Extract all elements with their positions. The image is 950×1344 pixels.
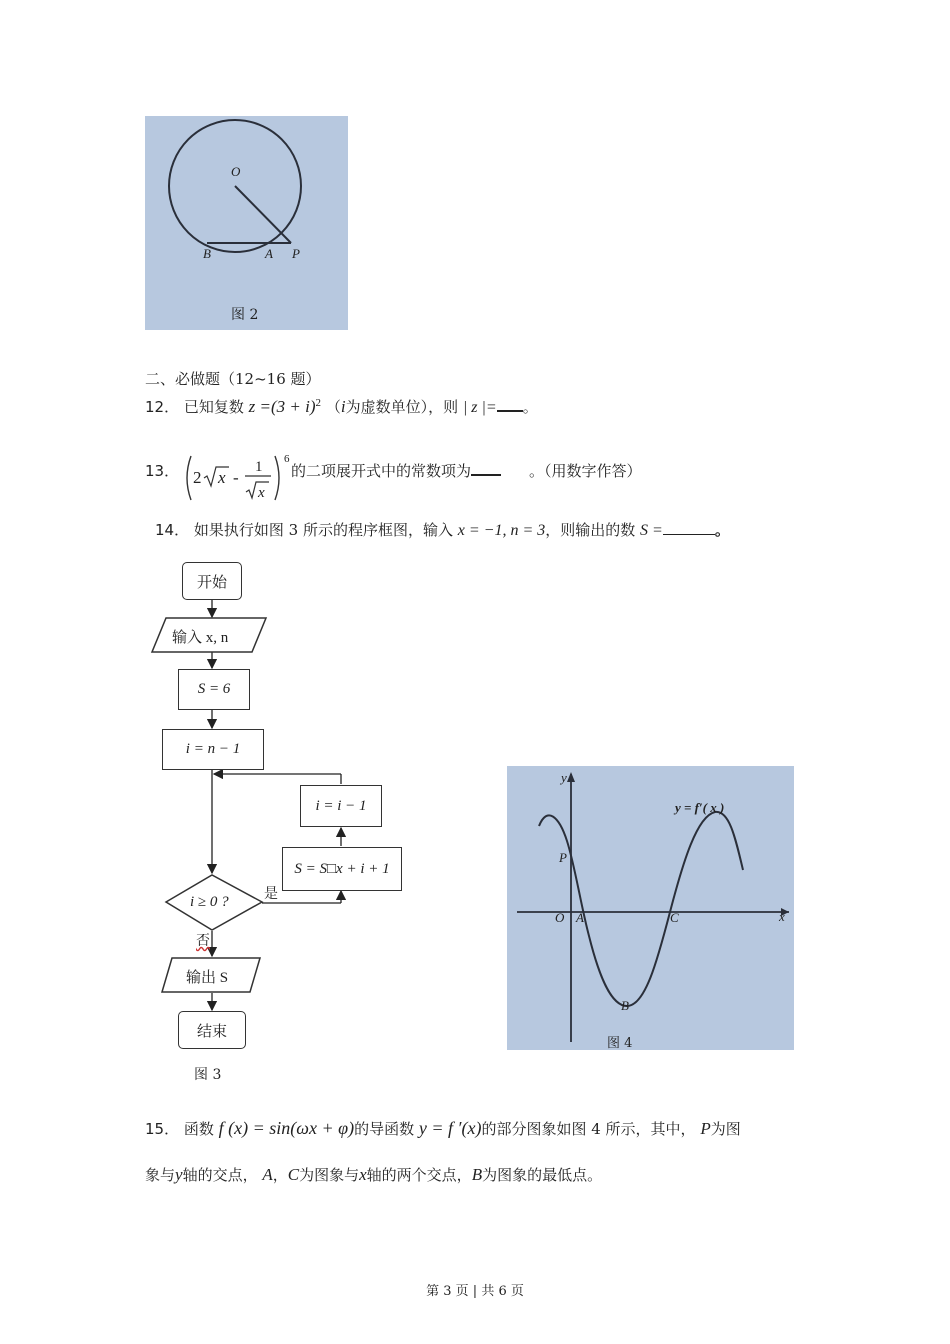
- q15-mid: 的导函数: [354, 1120, 415, 1138]
- q15-x-var: x: [359, 1165, 367, 1184]
- q15-line2-d: 轴的两个交点，: [366, 1166, 472, 1184]
- fig4-P: P: [559, 850, 567, 865]
- question-15-line-1: [145, 1118, 741, 1139]
- flow-input: [172, 626, 228, 647]
- flow-no: 否: [196, 933, 210, 949]
- flow-s-update: [282, 847, 402, 891]
- q13-expression: [183, 452, 293, 504]
- flowchart: [150, 556, 450, 1096]
- flow-yes: 是: [264, 886, 278, 902]
- q14-answer-blank[interactable]: [663, 534, 715, 535]
- q15-line2-e: 为图象的最低点。: [482, 1166, 603, 1184]
- q15-P: P: [700, 1119, 711, 1138]
- q15-pre: 函数: [183, 1120, 214, 1138]
- circle-diagram: [145, 116, 348, 330]
- q15-deriv: y = f ′(x): [418, 1118, 482, 1138]
- fig4-y-axis: y: [561, 770, 567, 785]
- q12-number: 12．: [145, 398, 180, 416]
- q12-paren: （: [325, 398, 341, 416]
- figure-3-caption: 图 3: [194, 1067, 222, 1083]
- flow-s-init: [178, 669, 250, 710]
- fig4-C: C: [670, 910, 679, 925]
- q15-post: 的部分图象如图 4 所示，其中，: [481, 1120, 696, 1138]
- q15-C: C: [287, 1165, 300, 1184]
- q13-text: [291, 460, 642, 481]
- figure-4-photo: [507, 766, 794, 1050]
- q15-comma: ，: [272, 1166, 288, 1184]
- q15-A: A: [262, 1165, 273, 1184]
- flow-start: [182, 562, 242, 600]
- q15-line2-c: 为图象与: [299, 1166, 360, 1184]
- q13-frac-num: 1: [255, 459, 263, 475]
- q13-two: 2: [193, 468, 202, 487]
- q13-power: 6: [284, 453, 290, 465]
- label-B: B: [203, 246, 211, 261]
- q12-i: i: [340, 397, 346, 416]
- fig4-B: B: [621, 998, 629, 1013]
- question-14: [155, 519, 730, 540]
- derivative-graph: [507, 766, 794, 1050]
- q15-number: 15．: [145, 1120, 180, 1138]
- q15-f-def: f (x) = sin(ωx + φ): [218, 1118, 355, 1138]
- label-A: A: [265, 246, 273, 261]
- question-15-line-2: [145, 1164, 602, 1185]
- flow-decision-label: i ≥ 0 ?: [190, 894, 229, 910]
- fig4-x-axis: x: [779, 909, 785, 924]
- flow-s-init-label: S = 6: [197, 681, 231, 697]
- q14-text-mid: ，则输出的数: [545, 521, 636, 539]
- q14-S-eq: S =: [640, 522, 663, 539]
- q14-text-pre: 如果执行如图 3 所示的程序框图，输入: [193, 521, 453, 539]
- q15-y-var: y: [175, 1165, 183, 1184]
- q13-sqrt-x: x: [218, 468, 226, 487]
- question-12: [145, 396, 538, 417]
- fig4-A: A: [576, 910, 584, 925]
- flow-i-init: [162, 729, 264, 770]
- flow-decision: [190, 892, 229, 911]
- q12-pre: 已知复数: [183, 398, 244, 416]
- fig4-curve-label: y = f′( x ): [675, 800, 725, 815]
- q14-number: 14．: [155, 521, 190, 539]
- q13-number: 13．: [145, 462, 180, 480]
- q14-end: 。: [714, 521, 730, 539]
- section-header: 二、必做题（12~16 题）: [145, 370, 321, 388]
- figure-2-photo: [145, 116, 348, 330]
- flow-output: [186, 966, 228, 987]
- figure-2-caption: 图 2: [231, 307, 259, 323]
- fig4-O: O: [555, 910, 565, 925]
- q12-abs: | z |=: [462, 399, 497, 416]
- figure-4-caption: 图 4: [607, 1036, 633, 1051]
- page-footer: 第 3 页 | 共 6 页: [426, 1284, 524, 1299]
- flow-i-init-label: i = n − 1: [185, 741, 241, 757]
- flow-input-label: 输入 x, n: [172, 630, 229, 646]
- flow-i-dec-label: i = i − 1: [315, 797, 367, 814]
- q13-frac-den-x: x: [258, 485, 265, 501]
- q12-end: 。: [522, 398, 538, 416]
- flow-s-update-label: S = S□x + i + 1: [294, 860, 390, 877]
- flow-end-label: 结束: [196, 1021, 227, 1040]
- q15-line2-b: 轴的交点，: [182, 1166, 258, 1184]
- q13-tail: 。（用数字作答）: [529, 462, 642, 480]
- q15-line2-a: 象与: [145, 1166, 176, 1184]
- q13-body: 的二项展开式中的常数项为: [291, 462, 472, 480]
- q12-answer-blank[interactable]: [497, 410, 523, 412]
- q14-condition: x = −1, n = 3: [457, 522, 546, 539]
- q13-answer-blank[interactable]: [471, 474, 501, 476]
- label-P: P: [292, 246, 300, 261]
- label-O: O: [231, 164, 241, 179]
- q15-B: B: [471, 1165, 483, 1184]
- q12-z-expr: z =(3 + i): [248, 397, 316, 416]
- q12-note: 为虚数单位），则: [345, 398, 459, 416]
- q13-minus: -: [233, 468, 239, 487]
- flow-output-label: 输出 S: [186, 970, 229, 986]
- flow-end: [178, 1011, 246, 1049]
- q12-exponent: 2: [315, 397, 322, 409]
- flow-i-dec: [300, 785, 382, 827]
- flow-start-label: 开始: [196, 572, 227, 591]
- q15-post2: 为图: [710, 1120, 741, 1138]
